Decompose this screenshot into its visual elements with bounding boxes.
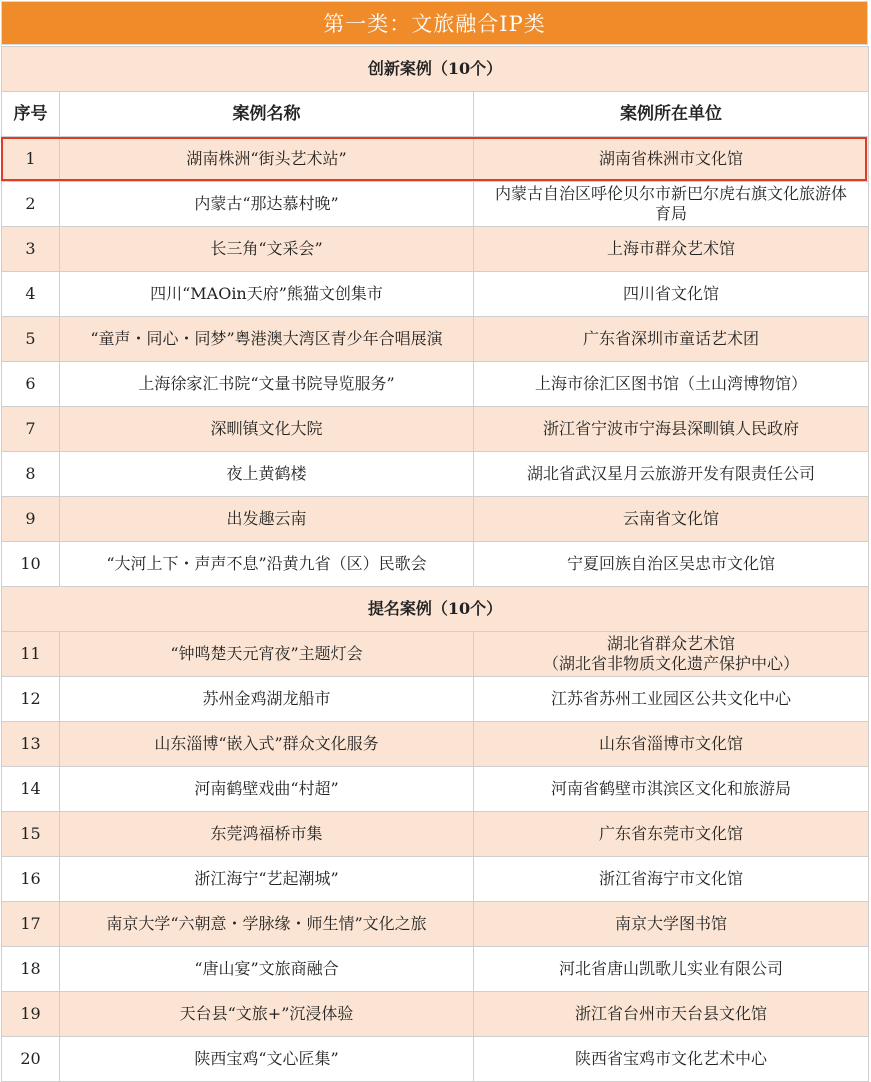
table-row: [2, 812, 869, 857]
table-row: [2, 497, 869, 542]
section-label: 创新案例（10个）: [2, 47, 869, 92]
case-unit: [474, 632, 869, 677]
case-name: 山东淄博“嵌入式”群众文化服务: [60, 722, 474, 767]
case-unit: [474, 137, 869, 182]
header-unit: 案例所在单位: [474, 92, 869, 137]
case-unit: [474, 947, 869, 992]
case-unit: [474, 227, 869, 272]
table-row: [2, 1037, 869, 1082]
case-name: 内蒙古“那达慕村晚”: [60, 182, 474, 227]
case-unit: [474, 452, 869, 497]
case-name: 浙江海宁“艺起潮城”: [60, 857, 474, 902]
case-name: “钟鸣楚天元宵夜”主题灯会: [60, 632, 474, 677]
table-row: [2, 227, 869, 272]
case-name: 长三角“文采会”: [60, 227, 474, 272]
unit-line: 云南省文化馆: [623, 509, 720, 528]
case-name: 上海徐家汇书院“文量书院导览服务”: [60, 362, 474, 407]
table-row: [2, 902, 869, 947]
case-unit: [474, 722, 869, 767]
unit-line: 宁夏回族自治区吴忠市文化馆: [567, 554, 776, 573]
unit-line: 广东省东莞市文化馆: [599, 824, 744, 843]
unit-line: 育局: [655, 204, 688, 223]
row-number: 4: [2, 272, 60, 317]
case-unit: [474, 992, 869, 1037]
case-name: “童声・同心・同梦”粤港澳大湾区青少年合唱展演: [60, 317, 474, 362]
unit-line: 江苏省苏州工业园区公共文化中心: [551, 689, 792, 708]
unit-line: 上海市群众艺术馆: [607, 239, 736, 258]
row-number: 17: [2, 902, 60, 947]
unit-line: 南京大学图书馆: [615, 914, 728, 933]
unit-line: 河北省唐山凯歌儿实业有限公司: [559, 959, 784, 978]
case-unit: [474, 812, 869, 857]
case-unit: [474, 317, 869, 362]
section-row: [2, 587, 869, 632]
table-row: [2, 992, 869, 1037]
case-name: “唐山宴”文旅商融合: [60, 947, 474, 992]
case-name: 湖南株洲“街头艺术站”: [60, 137, 474, 182]
row-number: 19: [2, 992, 60, 1037]
header-name: 案例名称: [60, 92, 474, 137]
unit-line: （湖北省非物质文化遗产保护中心）: [543, 654, 800, 673]
section-label: 提名案例（10个）: [2, 587, 869, 632]
unit-line: 湖北省武汉星月云旅游开发有限责任公司: [527, 464, 816, 483]
case-name: 河南鹤壁戏曲“村超”: [60, 767, 474, 812]
case-unit: [474, 857, 869, 902]
row-number: 10: [2, 542, 60, 587]
case-name: 夜上黄鹤楼: [60, 452, 474, 497]
case-unit: [474, 272, 869, 317]
case-name: 陕西宝鸡“文心匠集”: [60, 1037, 474, 1082]
row-number: 11: [2, 632, 60, 677]
unit-line: 河南省鹤壁市淇滨区文化和旅游局: [551, 779, 792, 798]
unit-line: 四川省文化馆: [623, 284, 720, 303]
case-unit: [474, 542, 869, 587]
case-name: 东莞鸿福桥市集: [60, 812, 474, 857]
row-number: 12: [2, 677, 60, 722]
unit-line: 湖南省株洲市文化馆: [599, 149, 744, 168]
table-row: [2, 947, 869, 992]
page-title: 第一类：文旅融合IP类: [1, 1, 868, 45]
case-name: 深甽镇文化大院: [60, 407, 474, 452]
unit-line: 浙江省海宁市文化馆: [599, 869, 744, 888]
unit-line: 山东省淄博市文化馆: [599, 734, 744, 753]
case-unit: [474, 497, 869, 542]
table-row: [2, 542, 869, 587]
table-row: [2, 272, 869, 317]
case-unit: [474, 407, 869, 452]
unit-line: 浙江省宁波市宁海县深甽镇人民政府: [543, 419, 800, 438]
row-number: 9: [2, 497, 60, 542]
row-number: 18: [2, 947, 60, 992]
row-number: 7: [2, 407, 60, 452]
case-unit: [474, 677, 869, 722]
row-number: 2: [2, 182, 60, 227]
row-number: 16: [2, 857, 60, 902]
table-row: [2, 182, 869, 227]
case-name: 出发趣云南: [60, 497, 474, 542]
table-row: [2, 857, 869, 902]
row-number: 1: [2, 137, 60, 182]
case-table: [1, 46, 869, 1082]
case-name: 四川“MAOin天府”熊猫文创集市: [60, 272, 474, 317]
case-name: 南京大学“六朝意・学脉缘・师生情”文化之旅: [60, 902, 474, 947]
row-number: 15: [2, 812, 60, 857]
row-number: 5: [2, 317, 60, 362]
case-name: 天台县“文旅+”沉浸体验: [60, 992, 474, 1037]
table-row: [2, 677, 869, 722]
table-row: [2, 362, 869, 407]
table-row: [2, 407, 869, 452]
case-name: 苏州金鸡湖龙船市: [60, 677, 474, 722]
table-row: [2, 632, 869, 677]
case-unit: [474, 362, 869, 407]
case-unit: [474, 902, 869, 947]
unit-line: 浙江省台州市天台县文化馆: [575, 1004, 768, 1023]
unit-line: 上海市徐汇区图书馆（土山湾博物馆）: [535, 374, 808, 393]
table-row: [2, 722, 869, 767]
row-number: 8: [2, 452, 60, 497]
table-row: [2, 452, 869, 497]
table-row: [2, 767, 869, 812]
section-row: [2, 47, 869, 92]
unit-line: 广东省深圳市童话艺术团: [583, 329, 760, 348]
unit-line: 陕西省宝鸡市文化艺术中心: [575, 1049, 768, 1068]
case-unit: [474, 182, 869, 227]
row-number: 13: [2, 722, 60, 767]
unit-line: 内蒙古自治区呼伦贝尔市新巴尔虎右旗文化旅游体: [495, 184, 848, 203]
row-number: 14: [2, 767, 60, 812]
header-no: 序号: [2, 92, 60, 137]
row-number: 6: [2, 362, 60, 407]
table-row: [2, 317, 869, 362]
row-number: 20: [2, 1037, 60, 1082]
row-number: 3: [2, 227, 60, 272]
case-name: “大河上下・声声不息”沿黄九省（区）民歌会: [60, 542, 474, 587]
header-row: [2, 92, 869, 137]
case-unit: [474, 767, 869, 812]
case-unit: [474, 1037, 869, 1082]
unit-line: 湖北省群众艺术馆: [607, 634, 736, 653]
table-row: [2, 137, 869, 182]
